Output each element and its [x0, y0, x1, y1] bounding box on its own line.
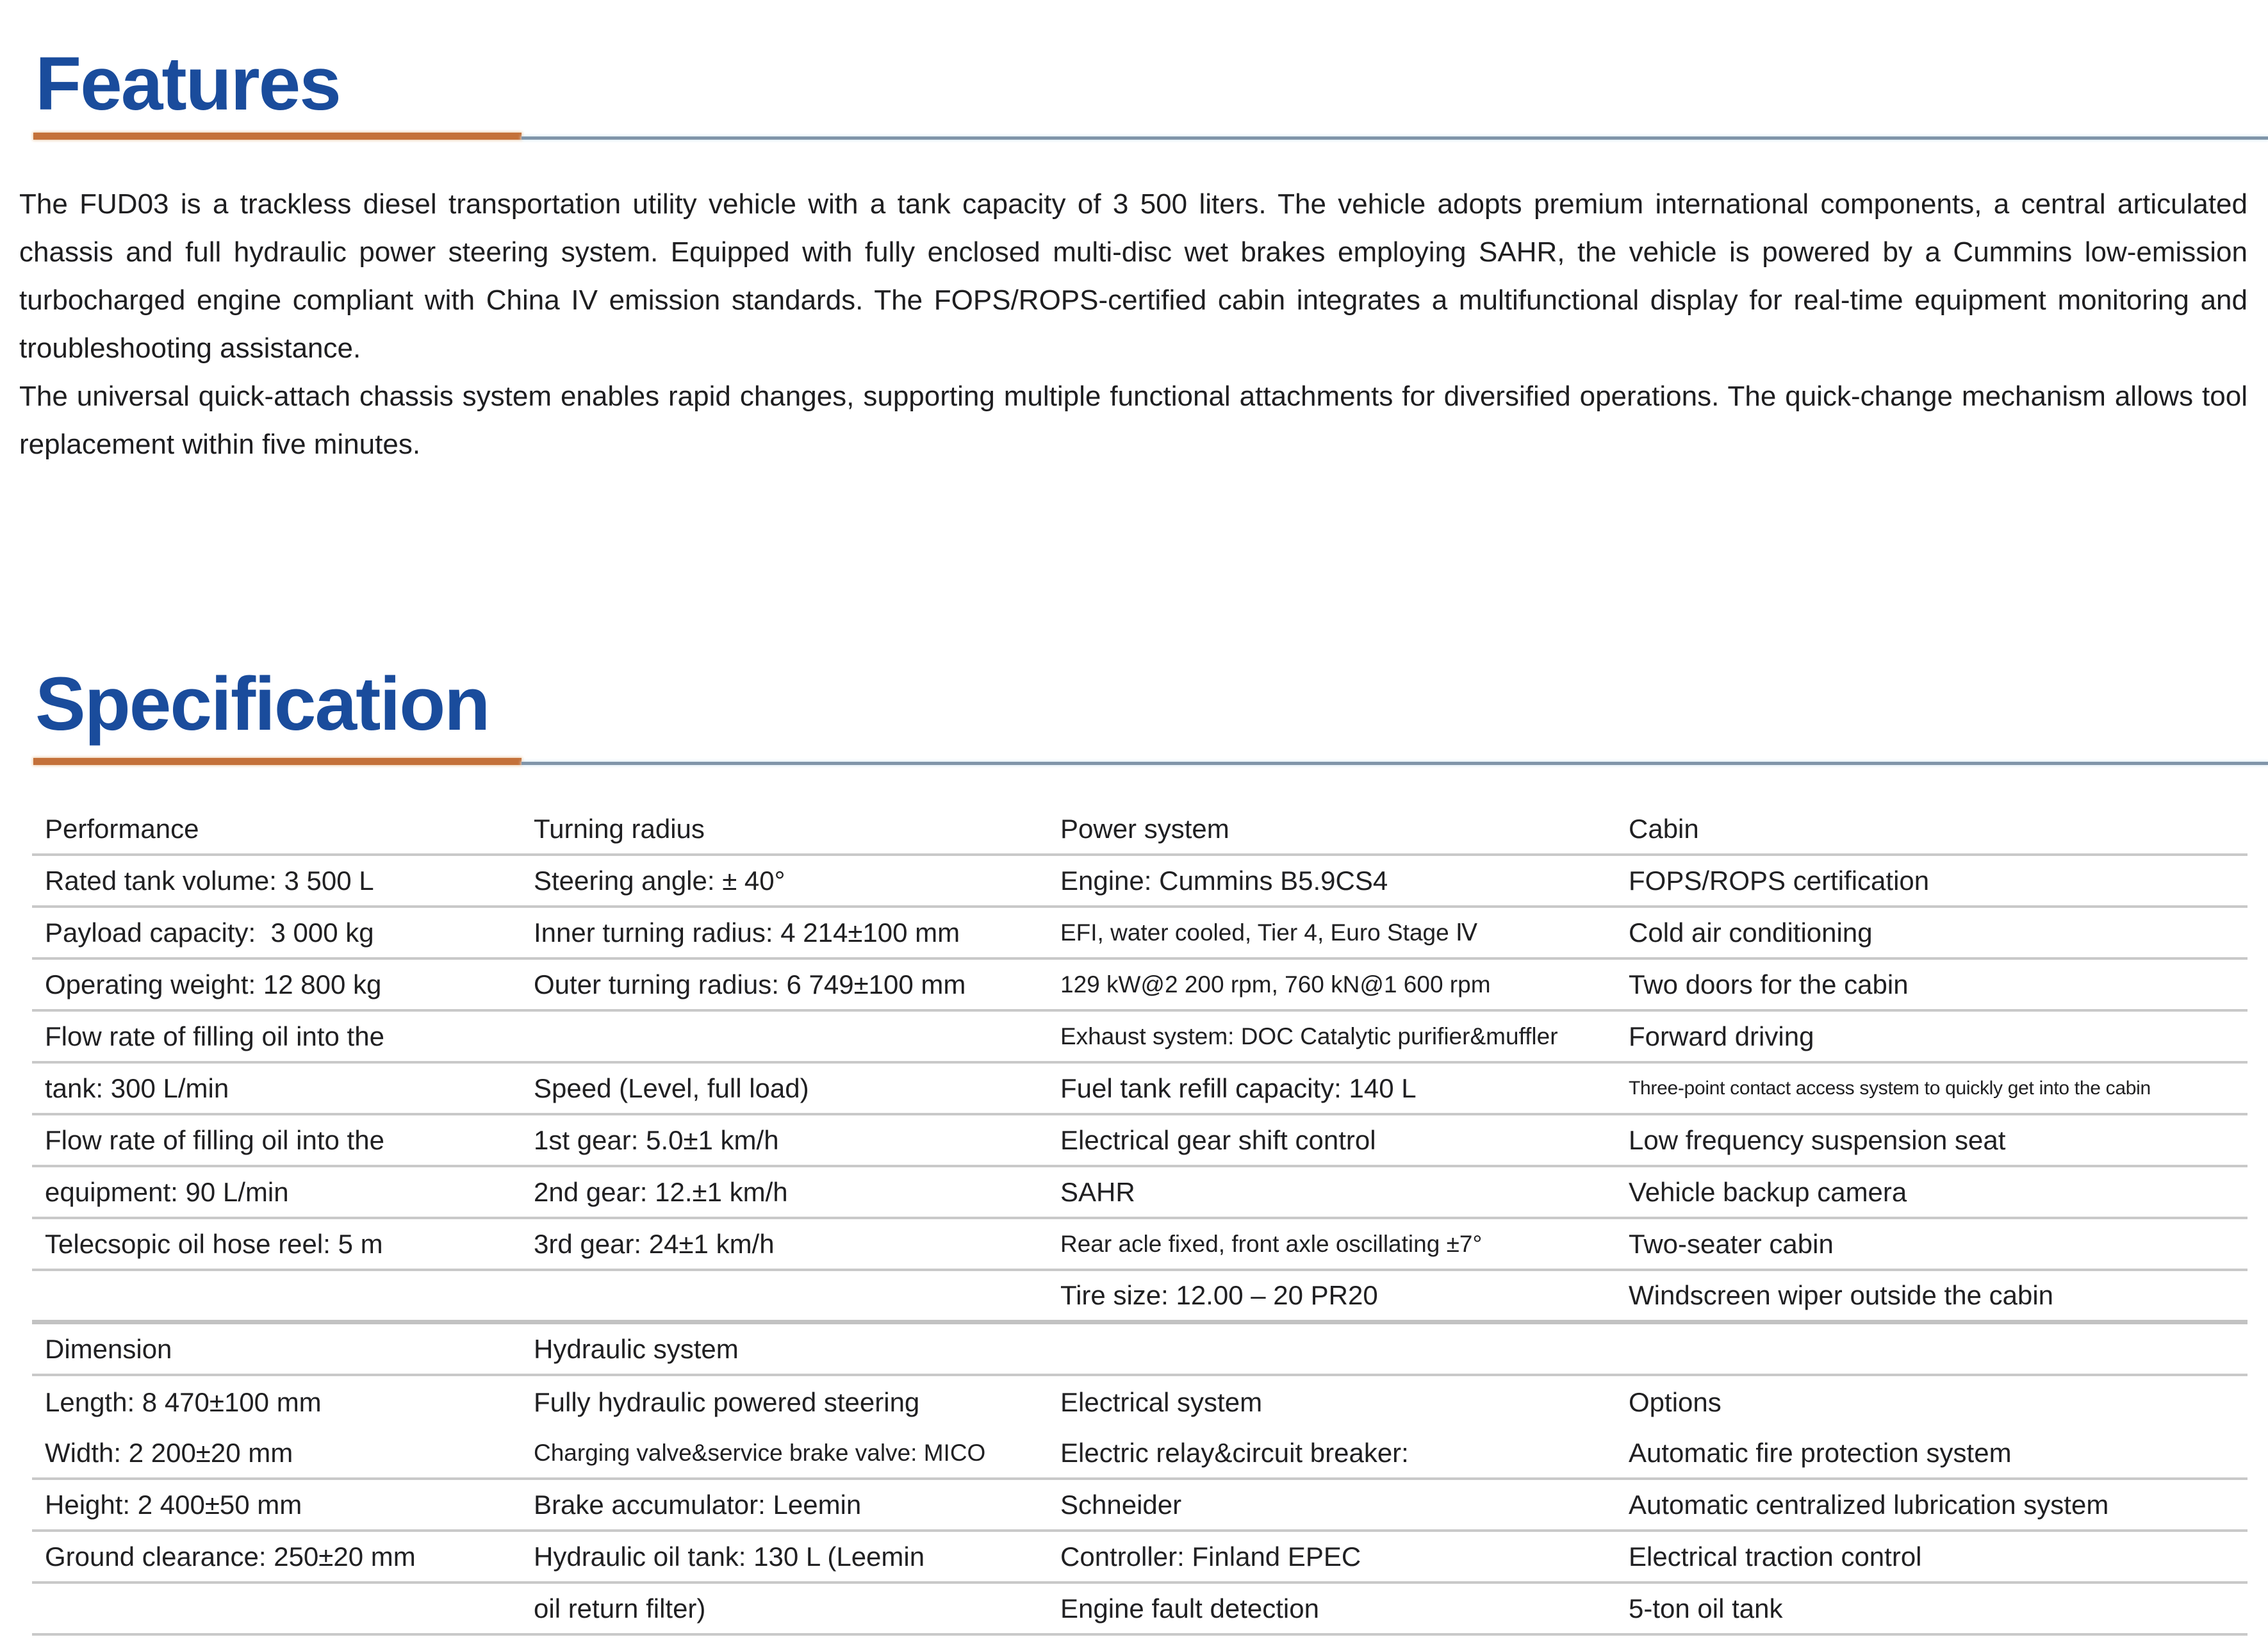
spec-cell: Cabin — [1629, 813, 1699, 844]
spec-table-row — [32, 960, 2247, 1012]
spec-cell: EFI, water cooled, Tier 4, Euro Stage Ⅳ — [1060, 919, 1478, 946]
spec-table-row — [32, 1428, 2247, 1480]
spec-cell: tank: 300 L/min — [45, 1073, 229, 1103]
spec-table-row — [32, 856, 2247, 908]
spec-cell: Ground clearance: 250±20 mm — [45, 1541, 416, 1572]
spec-cell: Dimension — [45, 1333, 172, 1364]
spec-cell: 1st gear: 5.0±1 km/h — [534, 1124, 779, 1155]
spec-table-row — [32, 1012, 2247, 1064]
spec-cell: Exhaust system: DOC Catalytic purifier&muffler — [1060, 1023, 1558, 1049]
features-section-title: Features — [35, 42, 340, 126]
features-paragraphs — [19, 180, 2247, 468]
spec-cell: Electrical traction control — [1629, 1541, 1922, 1572]
spec-table-row — [32, 1532, 2247, 1584]
spec-cell: Length: 8 470±100 mm — [45, 1386, 322, 1417]
spec-table-row — [32, 1064, 2247, 1115]
features-paragraph-2: The universal quick-attach chassis system enables rapid changes, supporting multiple functional attachments for diversified operations. The quick-change mechanism allows tool replacement within five minutes. — [19, 381, 2247, 460]
specification-section-title: Specification — [35, 662, 489, 746]
rule-line — [522, 136, 2268, 140]
spec-table-row — [32, 1167, 2247, 1219]
spec-table-row — [32, 804, 2247, 856]
spec-cell: Tire size: 12.00 – 20 PR20 — [1060, 1280, 1378, 1310]
spec-cell: Width: 2 200±20 mm — [45, 1437, 293, 1468]
spec-cell: 129 kW@2 200 rpm, 760 kN@1 600 rpm — [1060, 971, 1491, 998]
spec-cell: Fully hydraulic powered steering — [534, 1386, 920, 1417]
rule-accent-bar — [33, 758, 522, 765]
spec-table-row — [32, 1324, 2247, 1376]
spec-cell: oil return filter) — [534, 1593, 706, 1623]
spec-cell: Speed (Level, full load) — [534, 1073, 809, 1103]
spec-cell: Steering angle: ± 40° — [534, 865, 785, 896]
spec-table-row — [32, 1376, 2247, 1428]
spec-cell: Height: 2 400±50 mm — [45, 1489, 302, 1520]
features-section-rule — [33, 133, 2268, 140]
spec-cell: Controller: Finland EPEC — [1060, 1541, 1361, 1572]
spec-cell: Automatic centralized lubrication system — [1629, 1489, 2109, 1520]
spec-cell: Forward driving — [1629, 1021, 1814, 1051]
spec-cell: Automatic fire protection system — [1629, 1437, 2012, 1468]
spec-cell: Flow rate of filling oil into the — [45, 1124, 384, 1155]
spec-cell: Options — [1629, 1386, 1722, 1417]
spec-cell: Inner turning radius: 4 214±100 mm — [534, 917, 960, 948]
spec-cell: Three-point contact access system to quickly get into the cabin — [1629, 1077, 2151, 1099]
spec-table-row — [32, 1219, 2247, 1271]
spec-table-row — [32, 1115, 2247, 1167]
spec-cell: Flow rate of filling oil into the — [45, 1021, 384, 1051]
spec-table-row — [32, 908, 2247, 960]
spec-cell: 3rd gear: 24±1 km/h — [534, 1228, 775, 1259]
spec-cell: FOPS/ROPS certification — [1629, 865, 1930, 896]
spec-cell: Electric relay&circuit breaker: — [1060, 1437, 1409, 1468]
features-paragraph-1: The FUD03 is a trackless diesel transportation utility vehicle with a tank capacity of 3 500 liters. The vehicle adopts premium international components, a central articulated chassis and full hydraulic power steering system. Equipped with fully enclosed multi-disc wet brakes employing SAHR, the vehicle is powered by a Cummins low-emission turbocharged engine compliant with China IV emission standards. The FOPS/ROPS-certified cabin integrates a multifunctional display for real-time equipment monitoring and troubleshooting assistance. — [19, 188, 2247, 364]
spec-cell: Cold air conditioning — [1629, 917, 1873, 948]
spec-cell: SAHR — [1060, 1176, 1135, 1207]
spec-cell: Engine fault detection — [1060, 1593, 1319, 1623]
rule-line — [522, 762, 2268, 765]
spec-cell: Hydraulic oil tank: 130 L (Leemin — [534, 1541, 925, 1572]
spec-cell: Electrical gear shift control — [1060, 1124, 1376, 1155]
spec-cell: Vehicle backup camera — [1629, 1176, 1907, 1207]
spec-cell: Brake accumulator: Leemin — [534, 1489, 862, 1520]
spec-cell: 2nd gear: 12.±1 km/h — [534, 1176, 788, 1207]
spec-cell: Two doors for the cabin — [1629, 969, 1909, 999]
spec-cell: Fuel tank refill capacity: 140 L — [1060, 1073, 1417, 1103]
spec-cell: Rated tank volume: 3 500 L — [45, 865, 374, 896]
spec-cell: Payload capacity: 3 000 kg — [45, 917, 374, 948]
spec-table-row — [32, 1584, 2247, 1636]
spec-table — [32, 804, 2247, 1636]
spec-cell: Two-seater cabin — [1629, 1228, 1834, 1259]
spec-cell: Turning radius — [534, 813, 705, 844]
spec-cell: Performance — [45, 813, 199, 844]
spec-cell: Hydraulic system — [534, 1333, 739, 1364]
rule-accent-bar — [33, 133, 522, 140]
spec-cell: Operating weight: 12 800 kg — [45, 969, 382, 999]
spec-cell: 5-ton oil tank — [1629, 1593, 1783, 1623]
spec-cell: Windscreen wiper outside the cabin — [1629, 1280, 2054, 1310]
spec-cell: Outer turning radius: 6 749±100 mm — [534, 969, 966, 999]
spec-cell: Schneider — [1060, 1489, 1182, 1520]
spec-cell: Charging valve&service brake valve: MICO — [534, 1439, 986, 1466]
spec-table-row — [32, 1480, 2247, 1532]
spec-cell: Engine: Cummins B5.9CS4 — [1060, 865, 1388, 896]
spec-cell: Low frequency suspension seat — [1629, 1124, 2006, 1155]
spec-cell: Rear acle fixed, front axle oscillating ±7° — [1060, 1230, 1483, 1257]
specification-section-rule — [33, 758, 2268, 765]
spec-cell: Electrical system — [1060, 1386, 1263, 1417]
spec-cell: Power system — [1060, 813, 1229, 844]
spec-cell: Telecsopic oil hose reel: 5 m — [45, 1228, 383, 1259]
spec-table-row — [32, 1271, 2247, 1324]
spec-cell: equipment: 90 L/min — [45, 1176, 289, 1207]
